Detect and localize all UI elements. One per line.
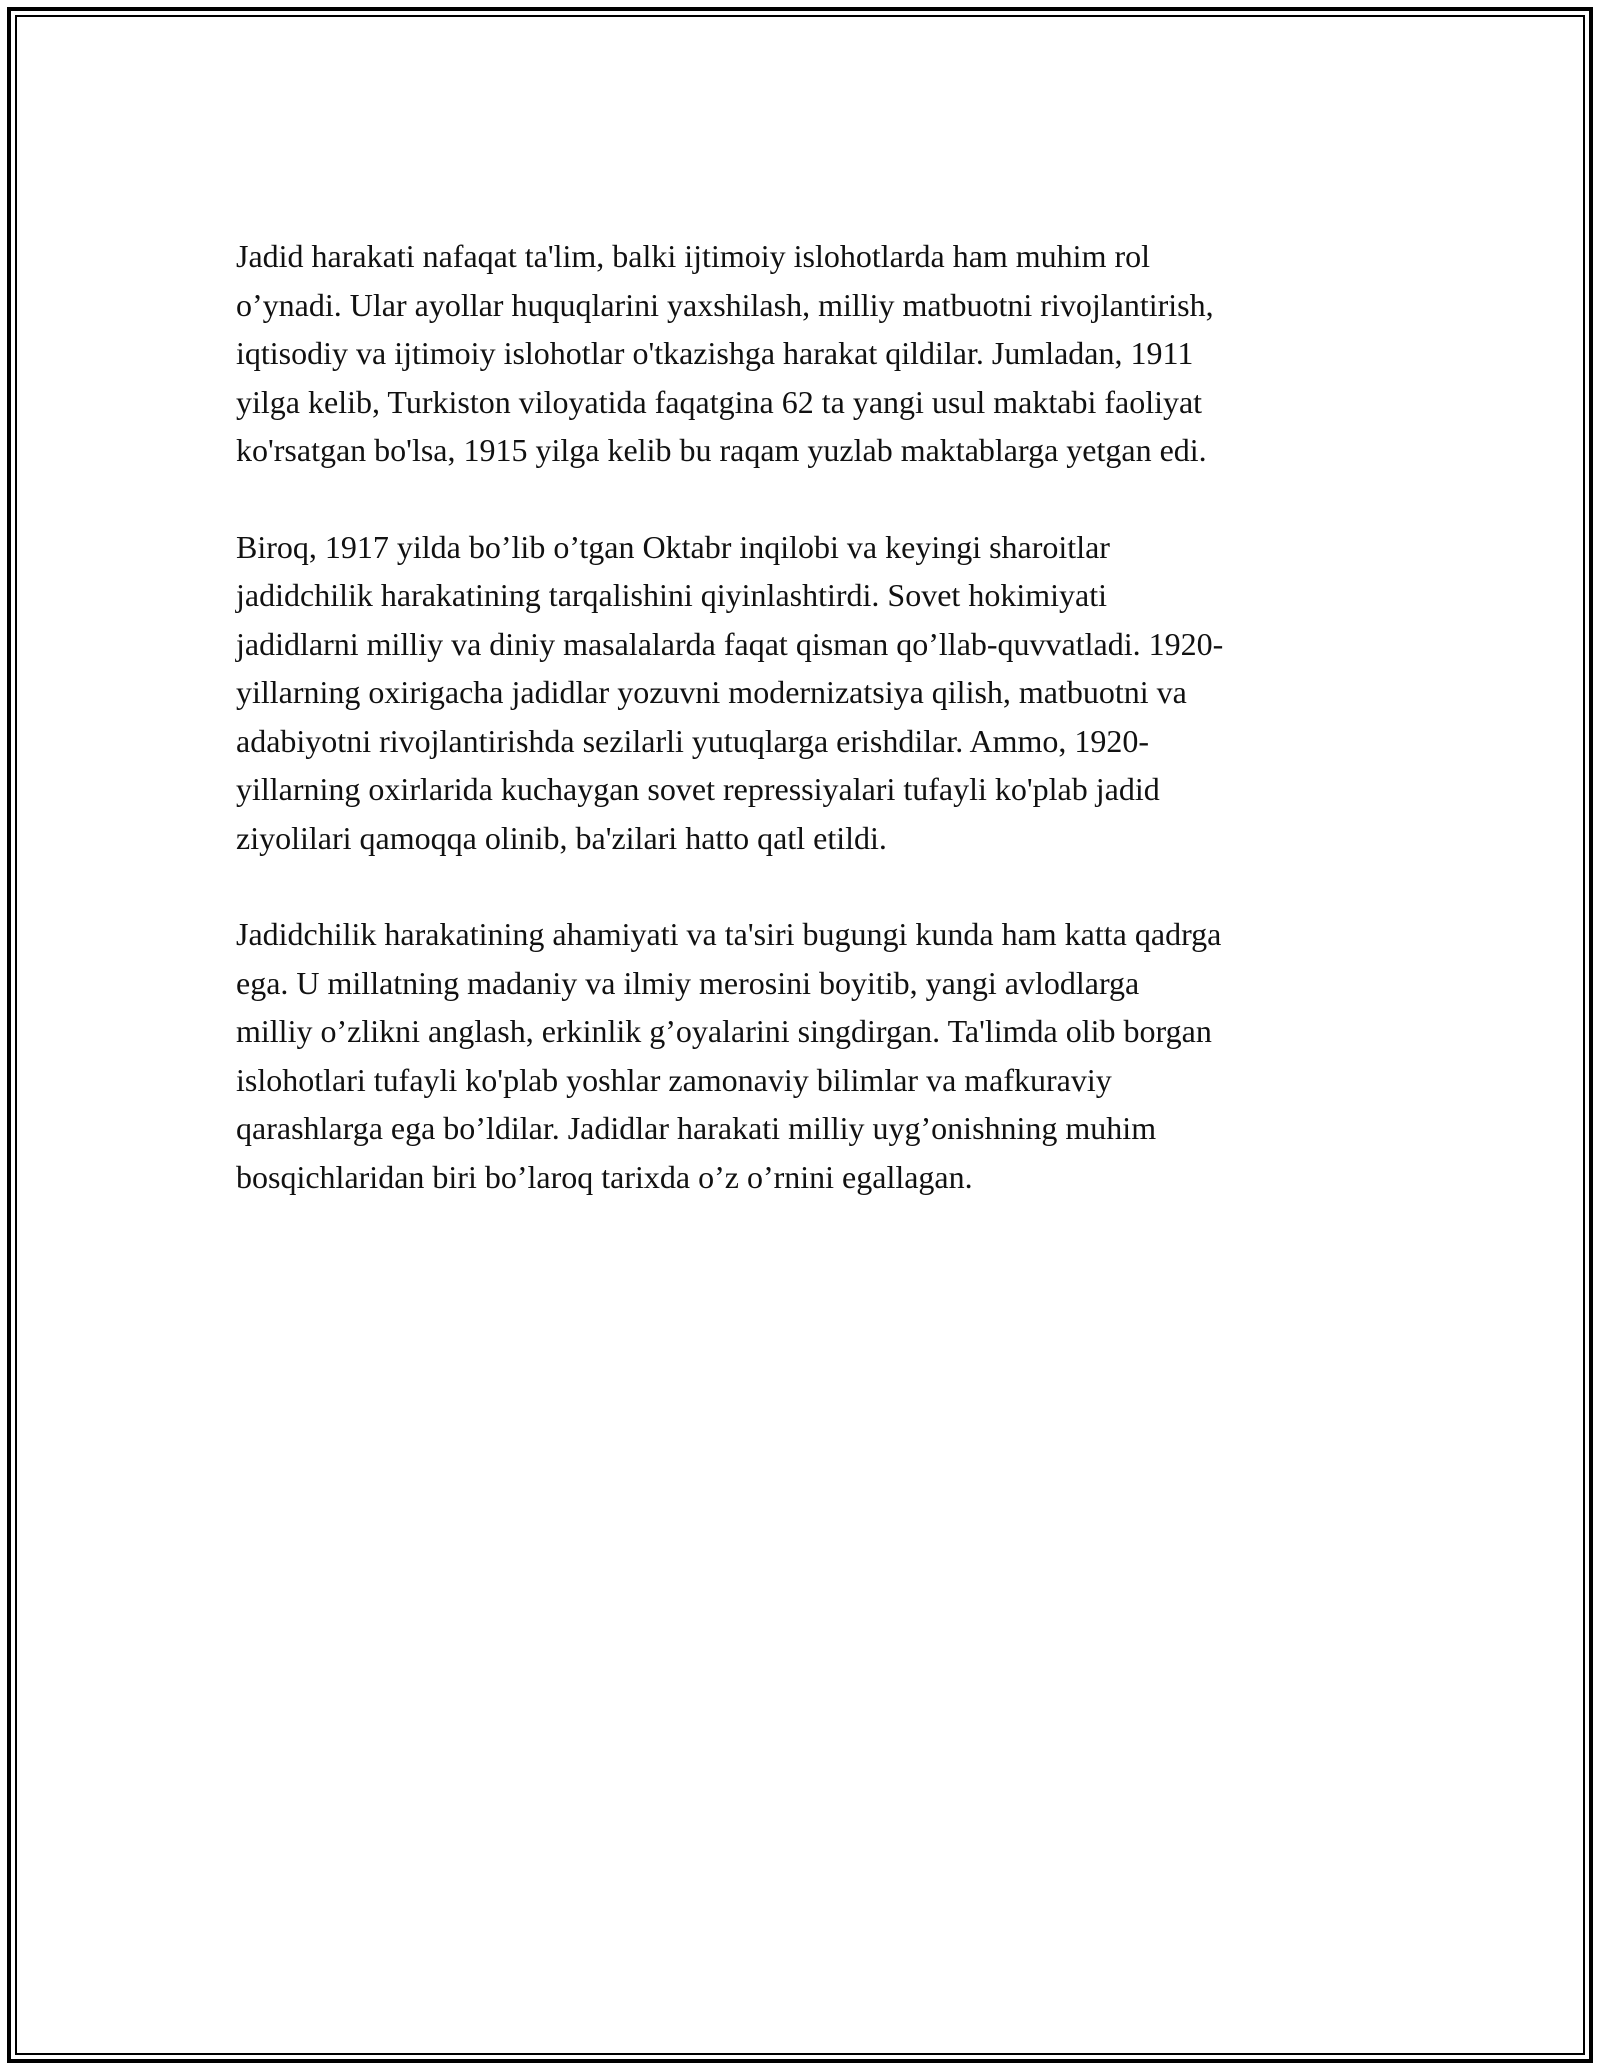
paragraph-2 bbox=[236, 523, 1376, 863]
text-line: jadidchilik harakatining tarqalishini qiyinlashtirdi. Sovet hokimiyati bbox=[236, 577, 1107, 613]
paragraph-1 bbox=[236, 232, 1376, 475]
text-line: ko'rsatgan bo'lsa, 1915 yilga kelib bu raqam yuzlab maktablarga yetgan edi. bbox=[236, 432, 1207, 468]
text-line: iqtisodiy va ijtimoiy islohotlar o'tkazishga harakat qildilar. Jumladan, 1911 bbox=[236, 335, 1194, 371]
text-line: yilga kelib, Turkiston viloyatida faqatgina 62 ta yangi usul maktabi faoliyat bbox=[236, 383, 1203, 420]
text-line: Jadidchilik harakatining ahamiyati va ta'siri bugungi kunda ham katta qadrga bbox=[236, 916, 1222, 952]
text-line: Jadid harakati nafaqat ta'lim, balki ijtimoiy islohotlarda ham muhim rol bbox=[236, 238, 1150, 274]
text-line: ziyolilari qamoqqa olinib, ba'zilari hatto qatl etildi. bbox=[236, 819, 887, 856]
text-line: bosqichlaridan biri bo’laroq tarixda o’z o’rnini egallagan. bbox=[236, 1158, 973, 1195]
text-line: yillarning oxirlarida kuchaygan sovet repressiyalari tufayli ko'plab jadid bbox=[236, 771, 1160, 807]
document-body bbox=[236, 232, 1376, 1249]
text-line: yillarning oxirigacha jadidlar yozuvni modernizatsiya qilish, matbuotni va bbox=[236, 674, 1187, 710]
text-line: o’ynadi. Ular ayollar huquqlarini yaxshilash, milliy matbuotni rivojlantirish, bbox=[236, 286, 1214, 323]
text-line: adabiyotni rivojlantirishda sezilarli yutuqlarga erishdilar. Ammo, 1920- bbox=[236, 722, 1149, 759]
text-line: jadidlarni milliy va diniy masalalarda faqat qisman qo’llab-quvvatladi. 1920- bbox=[236, 625, 1224, 662]
text-line: ega. U millatning madaniy va ilmiy merosini boyitib, yangi avlodlarga bbox=[236, 964, 1140, 1001]
paragraph-3 bbox=[236, 910, 1376, 1201]
text-line: qarashlarga ega bo’ldilar. Jadidlar harakati milliy uyg’onishning muhim bbox=[236, 1110, 1157, 1146]
text-line: Biroq, 1917 yilda bo’lib o’tgan Oktabr inqilobi va keyingi sharoitlar bbox=[236, 528, 1110, 565]
text-line: islohotlari tufayli ko'plab yoshlar zamonaviy bilimlar va mafkuraviy bbox=[236, 1061, 1112, 1098]
text-line: milliy o’zlikni anglash, erkinlik g’oyalarini singdirgan. Ta'limda olib borgan bbox=[236, 1013, 1212, 1049]
